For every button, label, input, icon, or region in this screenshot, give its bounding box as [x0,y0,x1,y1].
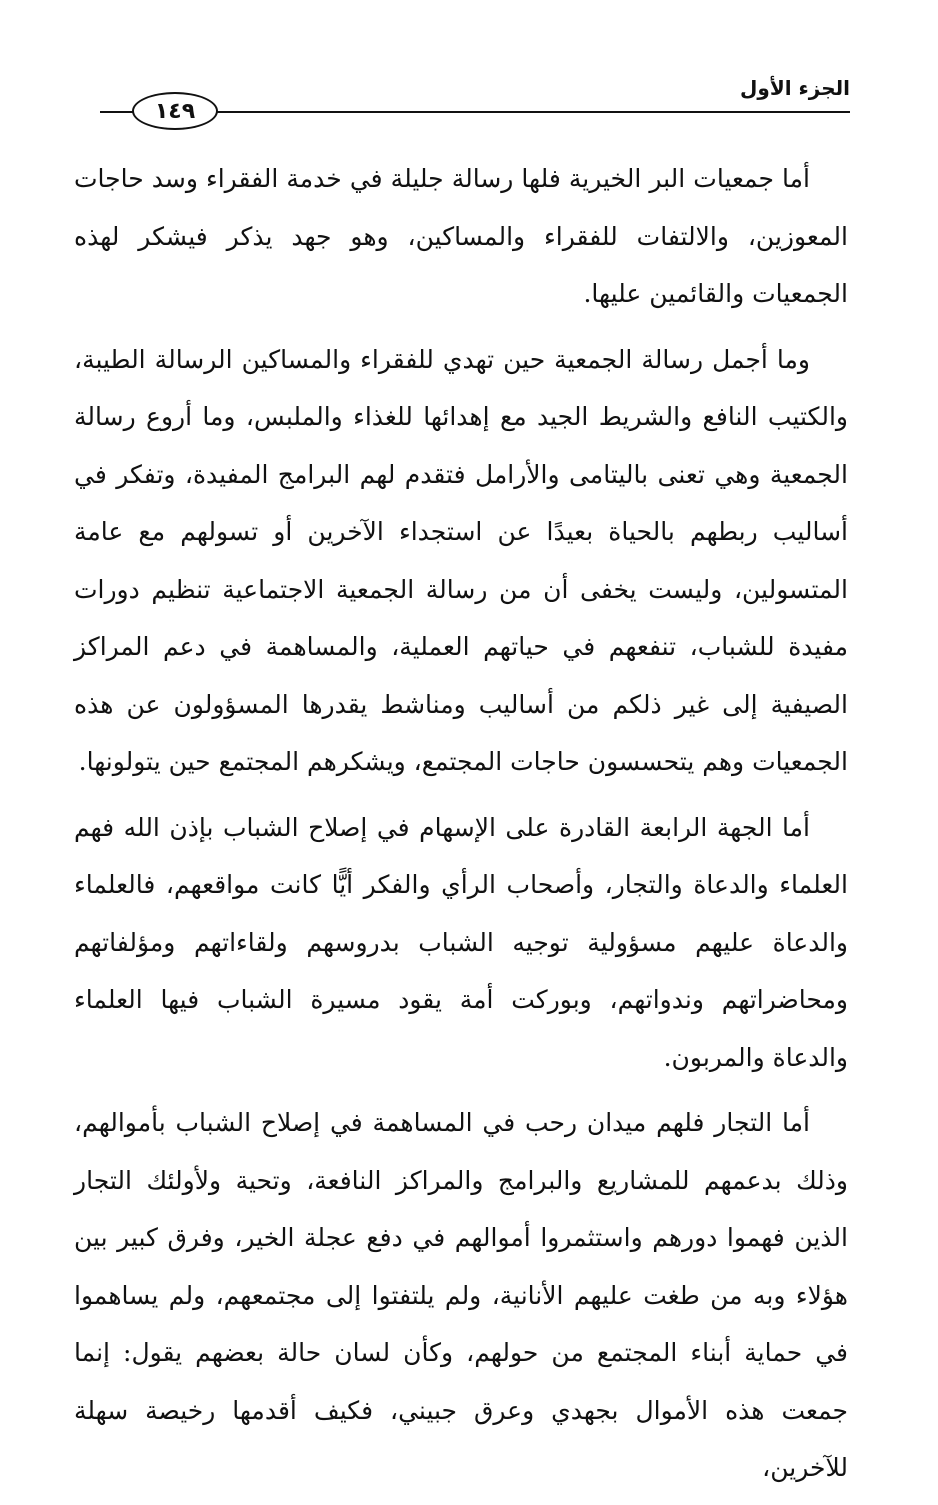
body-text [74,150,848,1505]
page-header [70,70,850,130]
part-title: الجزء الأول [740,76,850,100]
paragraph-merchants: أما التجار فلهم ميدان رحب في المساهمة في إصلاح الشباب بأموالهم، وذلك بدعمهم للمشاريع والبرامج والمراكز النافعة، وتحية ولأولئك التجار الذين فهموا دورهم واستثمروا أموالهم في دفع عجلة الخير، وفرق كبير بين هؤلاء وبه من طغت عليهم الأنانية، ولم يلتفتوا إلى مجتمعهم، ولم يساهموا في حماية أبناء المجتمع من حولهم، وكأن لسان حالة بعضهم يقول: إنما جمعت هذه الأموال بجهدي وعرق جبيني، فكيف أقدمها رخيصة سهلة للآخرين، [74,1108,848,1482]
paragraph-charities: أما جمعيات البر الخيرية فلها رسالة جليلة في خدمة الفقراء وسد حاجات المعوزين، والالتفات للفقراء والمساكين، وهو جهد يذكر فيشكر لهذه الجمعيات والقائمين عليها. [74,164,848,308]
header-rule [215,111,850,113]
page-number-badge: ١٤٩ [132,92,218,130]
paragraph-scholars: أما الجهة الرابعة القادرة على الإسهام في إصلاح الشباب بإذن الله فهم العلماء والدعاة والتجار، وأصحاب الرأي والفكر أيًّا كانت مواقعهم، فالعلماء والدعاة عليهم مسؤولية توجيه الشباب بدروسهم ولقاءاتهم ومؤلفاتهم ومحاضراتهم وندواتهم، وبوركت أمة يقود مسيرة الشباب فيها العلماء والدعاة والمربون. [74,812,848,1072]
paragraph-charity-mission: وما أجمل رسالة الجمعية حين تهدي للفقراء والمساكين الرسالة الطيبة، والكتيب النافع والشريط الجيد مع إهدائها للغذاء والملبس، وما أروع رسالة الجمعية وهي تعنى باليتامى والأرامل فتقدم لهم البرامج المفيدة، وتفكر في أساليب ربطهم بالحياة بعيدًا عن استجداء الآخرين أو تسولهم مع عامة المتسولين، وليست يخفى أن من رسالة الجمعية الاجتماعية تنظيم دورات مفيدة للشباب، تنفعهم في حياتهم العملية، والمساهمة في دعم المراكز الصيفية إلى غير ذلكم من أساليب ومناشط يقدرها المسؤولون عن هذه الجمعيات وهم يتحسسون حاجات المجتمع، ويشكرهم المجتمع حين يتولونها. [74,344,848,776]
